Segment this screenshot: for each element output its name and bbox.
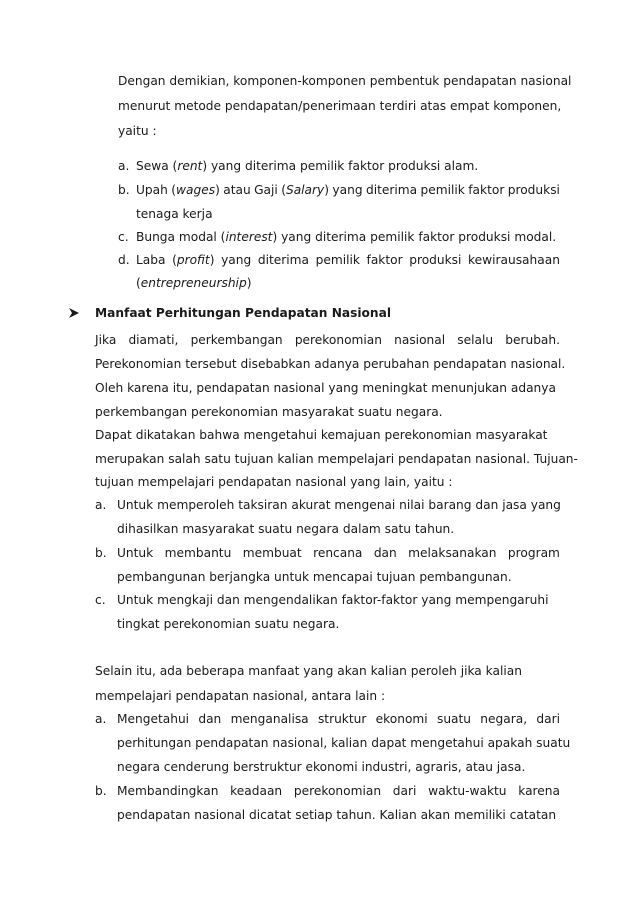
word: atau (223, 183, 251, 197)
para3-line-2: mempelajari pendapatan nasional, antara lain : (95, 689, 386, 703)
word: negara, (480, 712, 528, 726)
word: perkembangan (190, 333, 283, 347)
goal-b-line-2: pembangunan berjangka untuk mencapai tujuan pembangunan. (117, 570, 512, 584)
word: produksi (409, 253, 462, 267)
word: karena (518, 784, 560, 798)
word: dan (373, 546, 397, 560)
list-marker-a: a. (118, 159, 130, 173)
benefit-marker-b: b. (95, 784, 107, 798)
word: diterima (365, 183, 418, 197)
benefit-b-line-1 (117, 783, 560, 799)
term-interest: interest (225, 230, 273, 244)
component-profit-line-2: (entrepreneurship) (136, 276, 252, 290)
word: selalu (457, 333, 494, 347)
word: produksi (507, 183, 560, 197)
component-wages-line-1 (136, 182, 560, 198)
word: membuat (242, 546, 302, 560)
term-profit: profit (176, 253, 210, 267)
term-salary-wrap: (Salary) (281, 183, 330, 197)
intro-line-2: menurut metode pendapatan/penerimaan terdiri atas empat komponen, (118, 99, 562, 113)
goal-b-line-1 (117, 545, 560, 561)
component-interest (136, 229, 556, 245)
term-wages-wrap: (wages) (171, 183, 220, 197)
goal-c-line-2: tingkat perekonomian suatu negara. (117, 617, 340, 631)
word: Jika (95, 333, 117, 347)
word: Gaji (254, 183, 278, 197)
term-salary: Salary (285, 183, 325, 197)
para1-line-3: Oleh karena itu, pendapatan nasional yang meningkat menunjukan adanya (95, 381, 556, 395)
word: program (507, 546, 560, 560)
list-marker-d: d. (118, 253, 130, 267)
arrow-bullet-icon (68, 305, 80, 321)
benefit-a-line-2: perhitungan pendapatan nasional, kalian dapat mengetahui apakah suatu (117, 736, 571, 750)
word: Laba (136, 253, 166, 267)
word: Mengetahui (117, 712, 190, 726)
word: pemilik (315, 253, 360, 267)
goal-marker-c: c. (95, 593, 106, 607)
word: rencana (313, 546, 363, 560)
intro-line-1: Dengan demikian, komponen-komponen pembentuk pendapatan nasional (118, 74, 572, 88)
benefit-marker-a: a. (95, 712, 107, 726)
word: pemilik (420, 183, 465, 197)
goal-marker-a: a. (95, 498, 107, 512)
word: yang (332, 183, 363, 197)
term-entrepreneurship: entrepreneurship (140, 276, 247, 290)
word: Membandingkan (117, 784, 219, 798)
intro-line-3: yaitu : (118, 124, 157, 138)
word: Untuk (117, 546, 154, 560)
word: suatu (436, 712, 472, 726)
word: kewirausahaan (468, 253, 560, 267)
component-interest-post: ) yang diterima pemilik faktor produksi modal. (272, 230, 557, 244)
word: berubah. (505, 333, 560, 347)
word: dari (536, 712, 560, 726)
para2-line-3: tujuan mempelajari pendapatan nasional yang lain, yaitu : (95, 475, 453, 489)
goal-marker-b: b. (95, 546, 107, 560)
word: membantu (164, 546, 232, 560)
word: keadaan (230, 784, 283, 798)
word: waktu-waktu (428, 784, 507, 798)
word: menganalisa (230, 712, 309, 726)
term-rent: rent (177, 159, 203, 173)
para2-line-1: Dapat dikatakan bahwa mengetahui kemajuan perekonomian masyarakat (95, 428, 548, 442)
component-rent (136, 158, 478, 174)
word: melaksanakan (408, 546, 497, 560)
word: dan (198, 712, 222, 726)
word: faktor (468, 183, 505, 197)
word: perekonomian (293, 784, 382, 798)
word: ekonomi (375, 712, 428, 726)
para1-line-2: Perekonomian tersebut disebabkan adanya perubahan pendapatan nasional. (95, 357, 566, 371)
term-wages: wages (176, 183, 216, 197)
list-marker-b: b. (118, 183, 130, 197)
para1-line-4: perkembangan perekonomian masyarakat suatu negara. (95, 405, 443, 419)
word: nasional (394, 333, 446, 347)
goal-c-line-1: Untuk mengkaji dan mengendalikan faktor-faktor yang mempengaruhi (117, 593, 549, 607)
word: diamati, (128, 333, 179, 347)
component-rent-post: ) yang diterima pemilik faktor produksi alam. (202, 159, 479, 173)
word: diterima (257, 253, 309, 267)
component-profit-line-1 (136, 252, 560, 268)
benefit-b-line-2: pendapatan nasional dicatat setiap tahun. Kalian akan memiliki catatan (117, 808, 557, 822)
benefit-a-line-1 (117, 711, 560, 727)
para1-line-1 (95, 332, 560, 348)
goal-a-line-1: Untuk memperoleh taksiran akurat mengenai nilai barang dan jasa yang (117, 498, 561, 512)
word: struktur (317, 712, 367, 726)
word: dari (392, 784, 417, 798)
benefit-a-line-3: negara cenderung berstruktur ekonomi industri, agraris, atau jasa. (117, 760, 526, 774)
word: faktor (366, 253, 403, 267)
component-rent-pre: Sewa ( (136, 159, 178, 173)
component-interest-pre: Bunga modal ( (136, 230, 226, 244)
section-heading: Manfaat Perhitungan Pendapatan Nasional (95, 306, 392, 320)
word: perekonomian (294, 333, 382, 347)
component-wages-line-2: tenaga kerja (136, 207, 213, 221)
goal-a-line-2: dihasilkan masyarakat suatu negara dalam satu tahun. (117, 522, 455, 536)
word: yang (221, 253, 252, 267)
para2-line-2: merupakan salah satu tujuan kalian mempelajari pendapatan nasional. Tujuan- (95, 452, 578, 466)
para3-line-1: Selain itu, ada beberapa manfaat yang akan kalian peroleh jika kalian (95, 664, 522, 678)
term-profit-wrap: (profit) (172, 253, 215, 267)
word: Upah (136, 183, 168, 197)
list-marker-c: c. (118, 230, 129, 244)
